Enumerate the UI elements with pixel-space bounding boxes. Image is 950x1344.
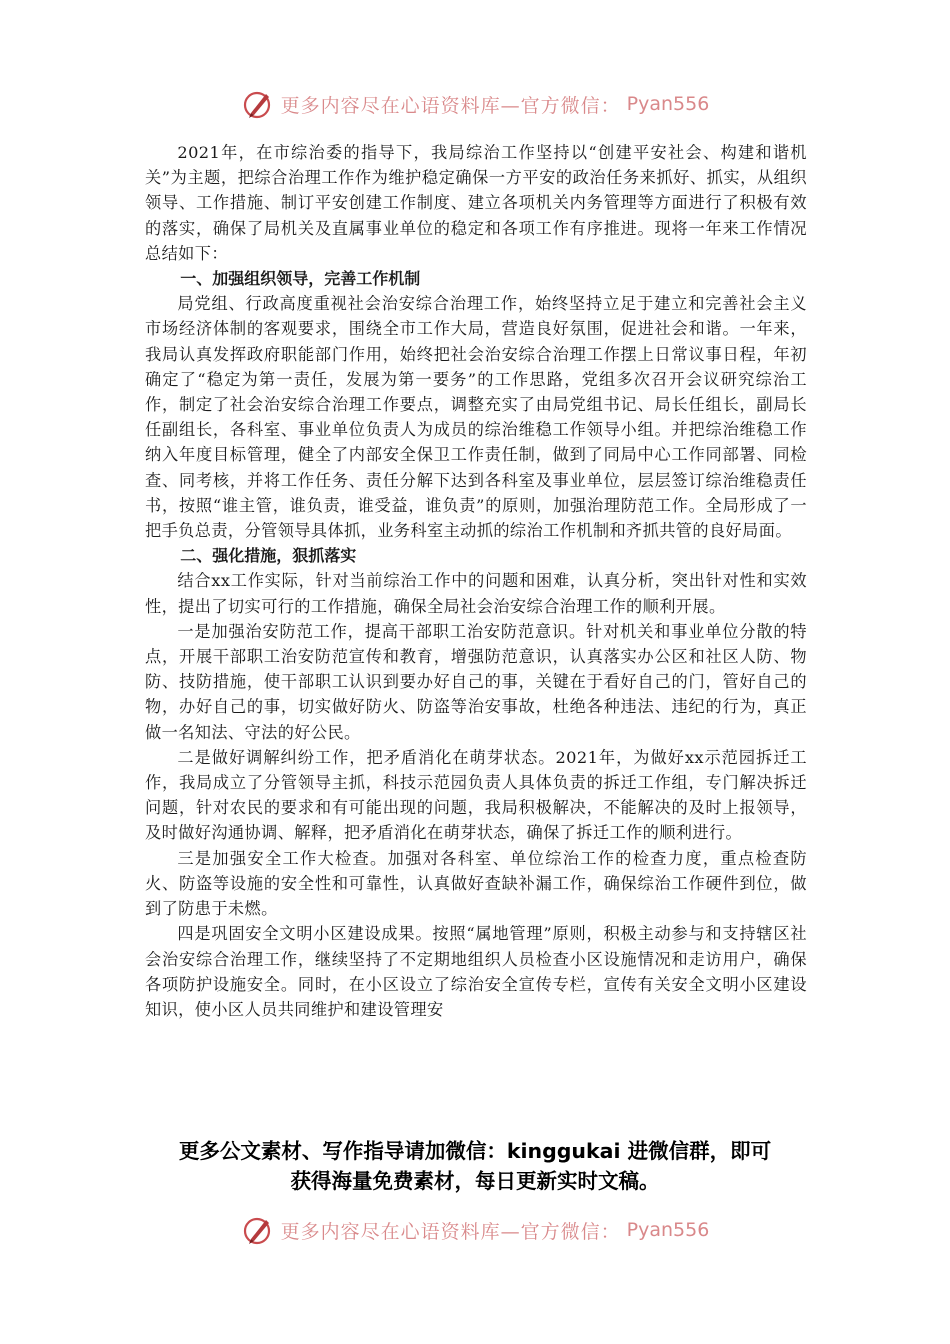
paragraph-measures: 结合xx工作实际，针对当前综治工作中的问题和困难，认真分析，突出针对性和实效性，提出了切实可行的工作措施，确保全局社会治安综合治理工作的顺利开展。 [145, 571, 807, 616]
watermark-text: 更多内容尽在心语资料库—官方微信： [280, 1220, 621, 1243]
watermark-id: Pyan556 [626, 93, 710, 115]
paragraph-community: 四是巩固安全文明小区建设成果。按照“属地管理”原则，积极主动参与和支持辖区社会治安综合治理工作，继续坚持了不定期地组织人员检查小区设施情况和走访用户，确保各项防护设施安全。同时，在小区设立了综治安全宣传专栏，宣传有关安全文明小区建设知识，使小区人员共同维护和建设管理安 [145, 924, 807, 1019]
pen-logo-icon [241, 1213, 275, 1247]
watermark-footer [0, 1210, 950, 1250]
document-body [145, 140, 807, 1022]
promo-line-2: 获得海量免费素材，每日更新实时文稿。 [290, 1169, 660, 1193]
watermark-header [0, 84, 950, 124]
watermark-id: Pyan556 [626, 1219, 710, 1241]
promo-banner [0, 1136, 950, 1196]
section-heading-1: 一、加强组织领导，完善工作机制 [180, 269, 421, 289]
watermark-text: 更多内容尽在心语资料库—官方微信： [280, 94, 621, 117]
paragraph-mediation: 二是做好调解纠纷工作，把矛盾消化在萌芽状态。2021年，为做好xx示范园拆迁工作，我局成立了分管领导主抓，科技示范园负责人具体负责的拆迁工作组，专门解决拆迁问题，针对农民的要求和有可能出现的问题，我局积极解决，不能解决的及时上报领导，及时做好沟通协调、解释，把矛盾消化在萌芽状态，确保了拆迁工作的顺利进行。 [145, 747, 807, 843]
paragraph-organization: 局党组、行政高度重视社会治安综合治理工作，始终坚持立足于建立和完善社会主义市场经济体制的客观要求，围绕全市工作大局，营造良好氛围，促进社会和谐。一年来，我局认真发挥政府职能部门作用，始终把社会治安综合治理工作摆上日常议事日程，年初确定了“稳定为第一责任，发展为第一要务”的工作思路，党组多次召开会议研究综治工作，制定了社会治安综合治理工作要点，调整充实了由局党组书记、局长任组长，副局长任副组长，各科室、事业单位负责人为成员的综治维稳工作领导小组。并把综治维稳工作纳入年度目标管理，健全了内部安全保卫工作责任制，做到了同局中心工作同部署、同检查、同考核，并将工作任务、责任分解下达到各科室及事业单位，层层签订综治维稳责任书，按照“谁主管，谁负责，谁受益，谁负责”的原则，加强治理防范工作。全局形成了一把手负总责，分管领导具体抓，业务科室主动抓的综治工作机制和齐抓共管的良好局面。 [145, 294, 807, 541]
section-heading-2: 二、强化措施，狠抓落实 [180, 546, 357, 566]
paragraph-prevention: 一是加强治安防范工作，提高干部职工治安防范意识。针对机关和事业单位分散的特点，开展干部职工治安防范宣传和教育，增强防范意识，认真落实办公区和社区人防、物防、技防措施，使干部职工认识到要办好自己的事，关键在于看好自己的门，管好自己的物，办好自己的事，切实做好防火、防盗等治安事故，杜绝各种违法、违纪的行为，真正做一名知法、守法的好公民。 [145, 621, 807, 742]
intro-paragraph: 2021年，在市综治委的指导下，我局综治工作坚持以“创建平安社会、构建和谐机关”为主题，把综合治理工作作为维护稳定确保一方平安的政治任务来抓好、抓实，从组织领导、工作措施、制订平安创建工作制度、建立各项机关内务管理等方面进行了积极有效的落实，确保了局机关及直属事业单位的稳定和各项工作有序推进。现将一年来工作情况总结如下： [145, 143, 807, 263]
promo-line-1: 更多公文素材、写作指导请加微信：kinggukai 进微信群，即可 [178, 1139, 772, 1163]
paragraph-inspection: 三是加强安全工作大检查。加强对各科室、单位综治工作的检查力度，重点检查防火、防盗等设施的安全性和可靠性，认真做好查缺补漏工作，确保综治工作硬件到位，做到了防患于未燃。 [145, 848, 807, 919]
pen-logo-icon [241, 87, 275, 121]
